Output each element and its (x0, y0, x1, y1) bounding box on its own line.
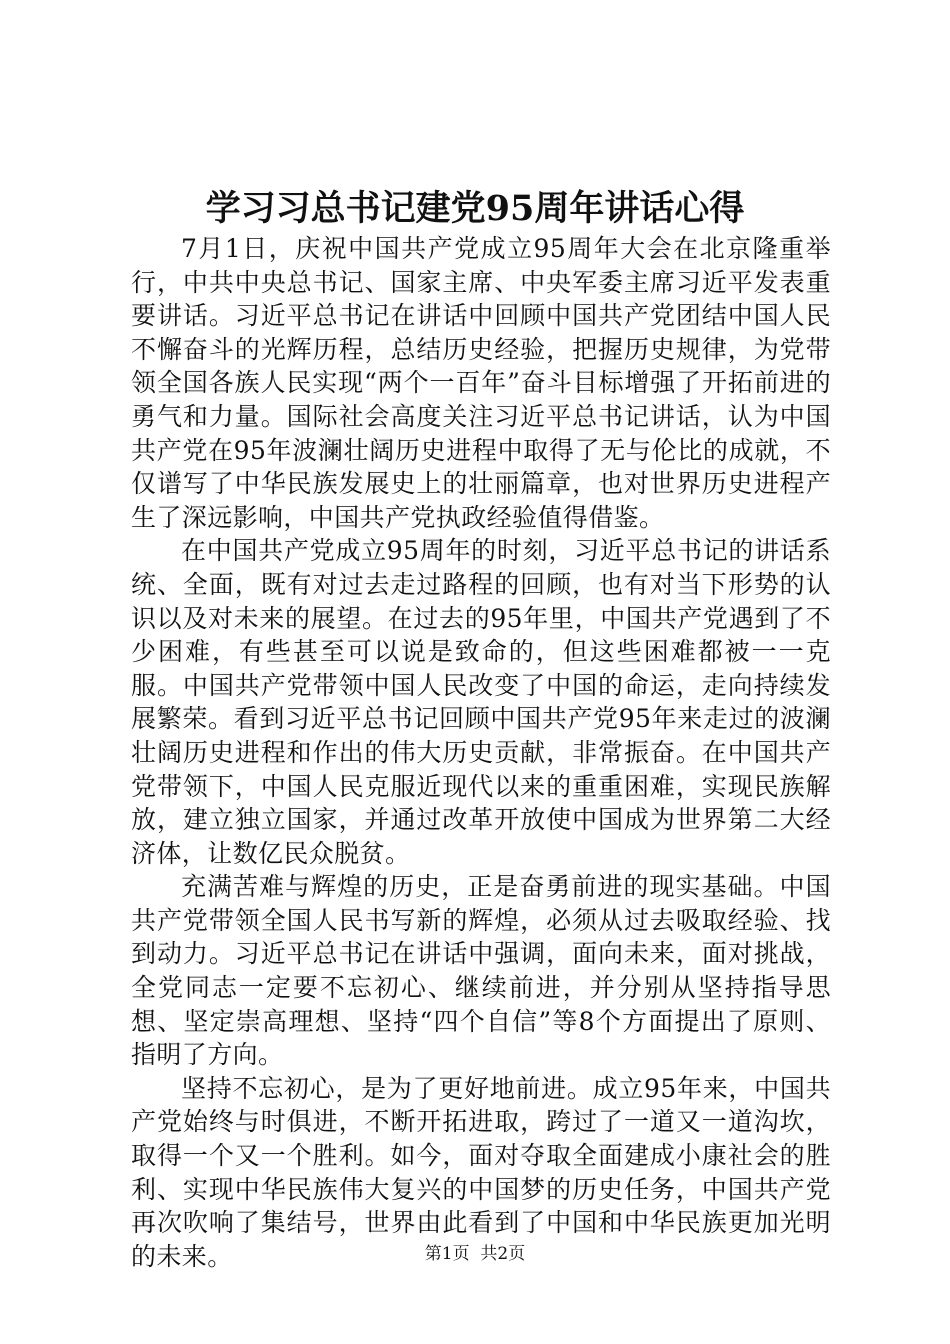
paragraph-3: 充满苦难与辉煌的历史，正是奋勇前进的现实基础。中国共产党带领全国人民书写新的辉煌，必须从过去吸取经验、找到动力。习近平总书记在讲话中强调，面向未来，面对挑战，全党同志一定要不忘初心、继续前进，并分别从坚持指导思想、坚定崇高理想、坚持“四个自信”等8个方面提出了原则、指明了方向。 (131, 872, 831, 1070)
document-body (131, 232, 831, 1273)
paragraph-4: 坚持不忘初心，是为了更好地前进。成立95年来，中国共产党始终与时俱进，不断开拓进取，跨过了一道又一道沟坎，取得一个又一个胜利。如今，面对夺取全面建成小康社会的胜利、实现中华民族伟大复兴的中国梦的历史任务，中国共产党再次吹响了集结号，世界由此看到了中国和中华民族更加光明的未来。 (131, 1073, 831, 1271)
paragraph-2: 在中国共产党成立95周年的时刻，习近平总书记的讲话系统、全面，既有对过去走过路程的回顾，也有对当下形势的认识以及对未来的展望。在过去的95年里，中国共产党遇到了不少困难，有些甚至可以说是致命的，但这些困难都被一一克服。中国共产党带领中国人民改变了中国的命运，走向持续发展繁荣。看到习近平总书记回顾中国共产党95年来走过的波澜壮阔历史进程和作出的伟大历史贡献，非常振奋。在中国共产党带领下，中国人民克服近现代以来的重重困难，实现民族解放，建立独立国家，并通过改革开放使中国成为世界第二大经济体，让数亿民众脱贫。 (131, 536, 831, 868)
paragraph-1: 7月1日，庆祝中国共产党成立95周年大会在北京隆重举行，中共中央总书记、国家主席、中央军委主席习近平发表重要讲话。习近平总书记在讲话中回顾中国共产党团结中国人民不懈奋斗的光辉历程，总结历史经验，把握历史规律，为党带领全国各族人民实现“两个一百年”奋斗目标增强了开拓前进的勇气和力量。国际社会高度关注习近平总书记讲话，认为中国共产党在95年波澜壮阔历史进程中取得了无与伦比的成就，不仅谱写了中华民族发展史上的壮丽篇章，也对世界历史进程产生了深远影响，中国共产党执政经验值得借鉴。 (131, 234, 831, 532)
document-title: 学习习总书记建党95周年讲话心得 (205, 188, 745, 229)
page-number-footer: 第1页 共2页 (424, 1244, 526, 1264)
